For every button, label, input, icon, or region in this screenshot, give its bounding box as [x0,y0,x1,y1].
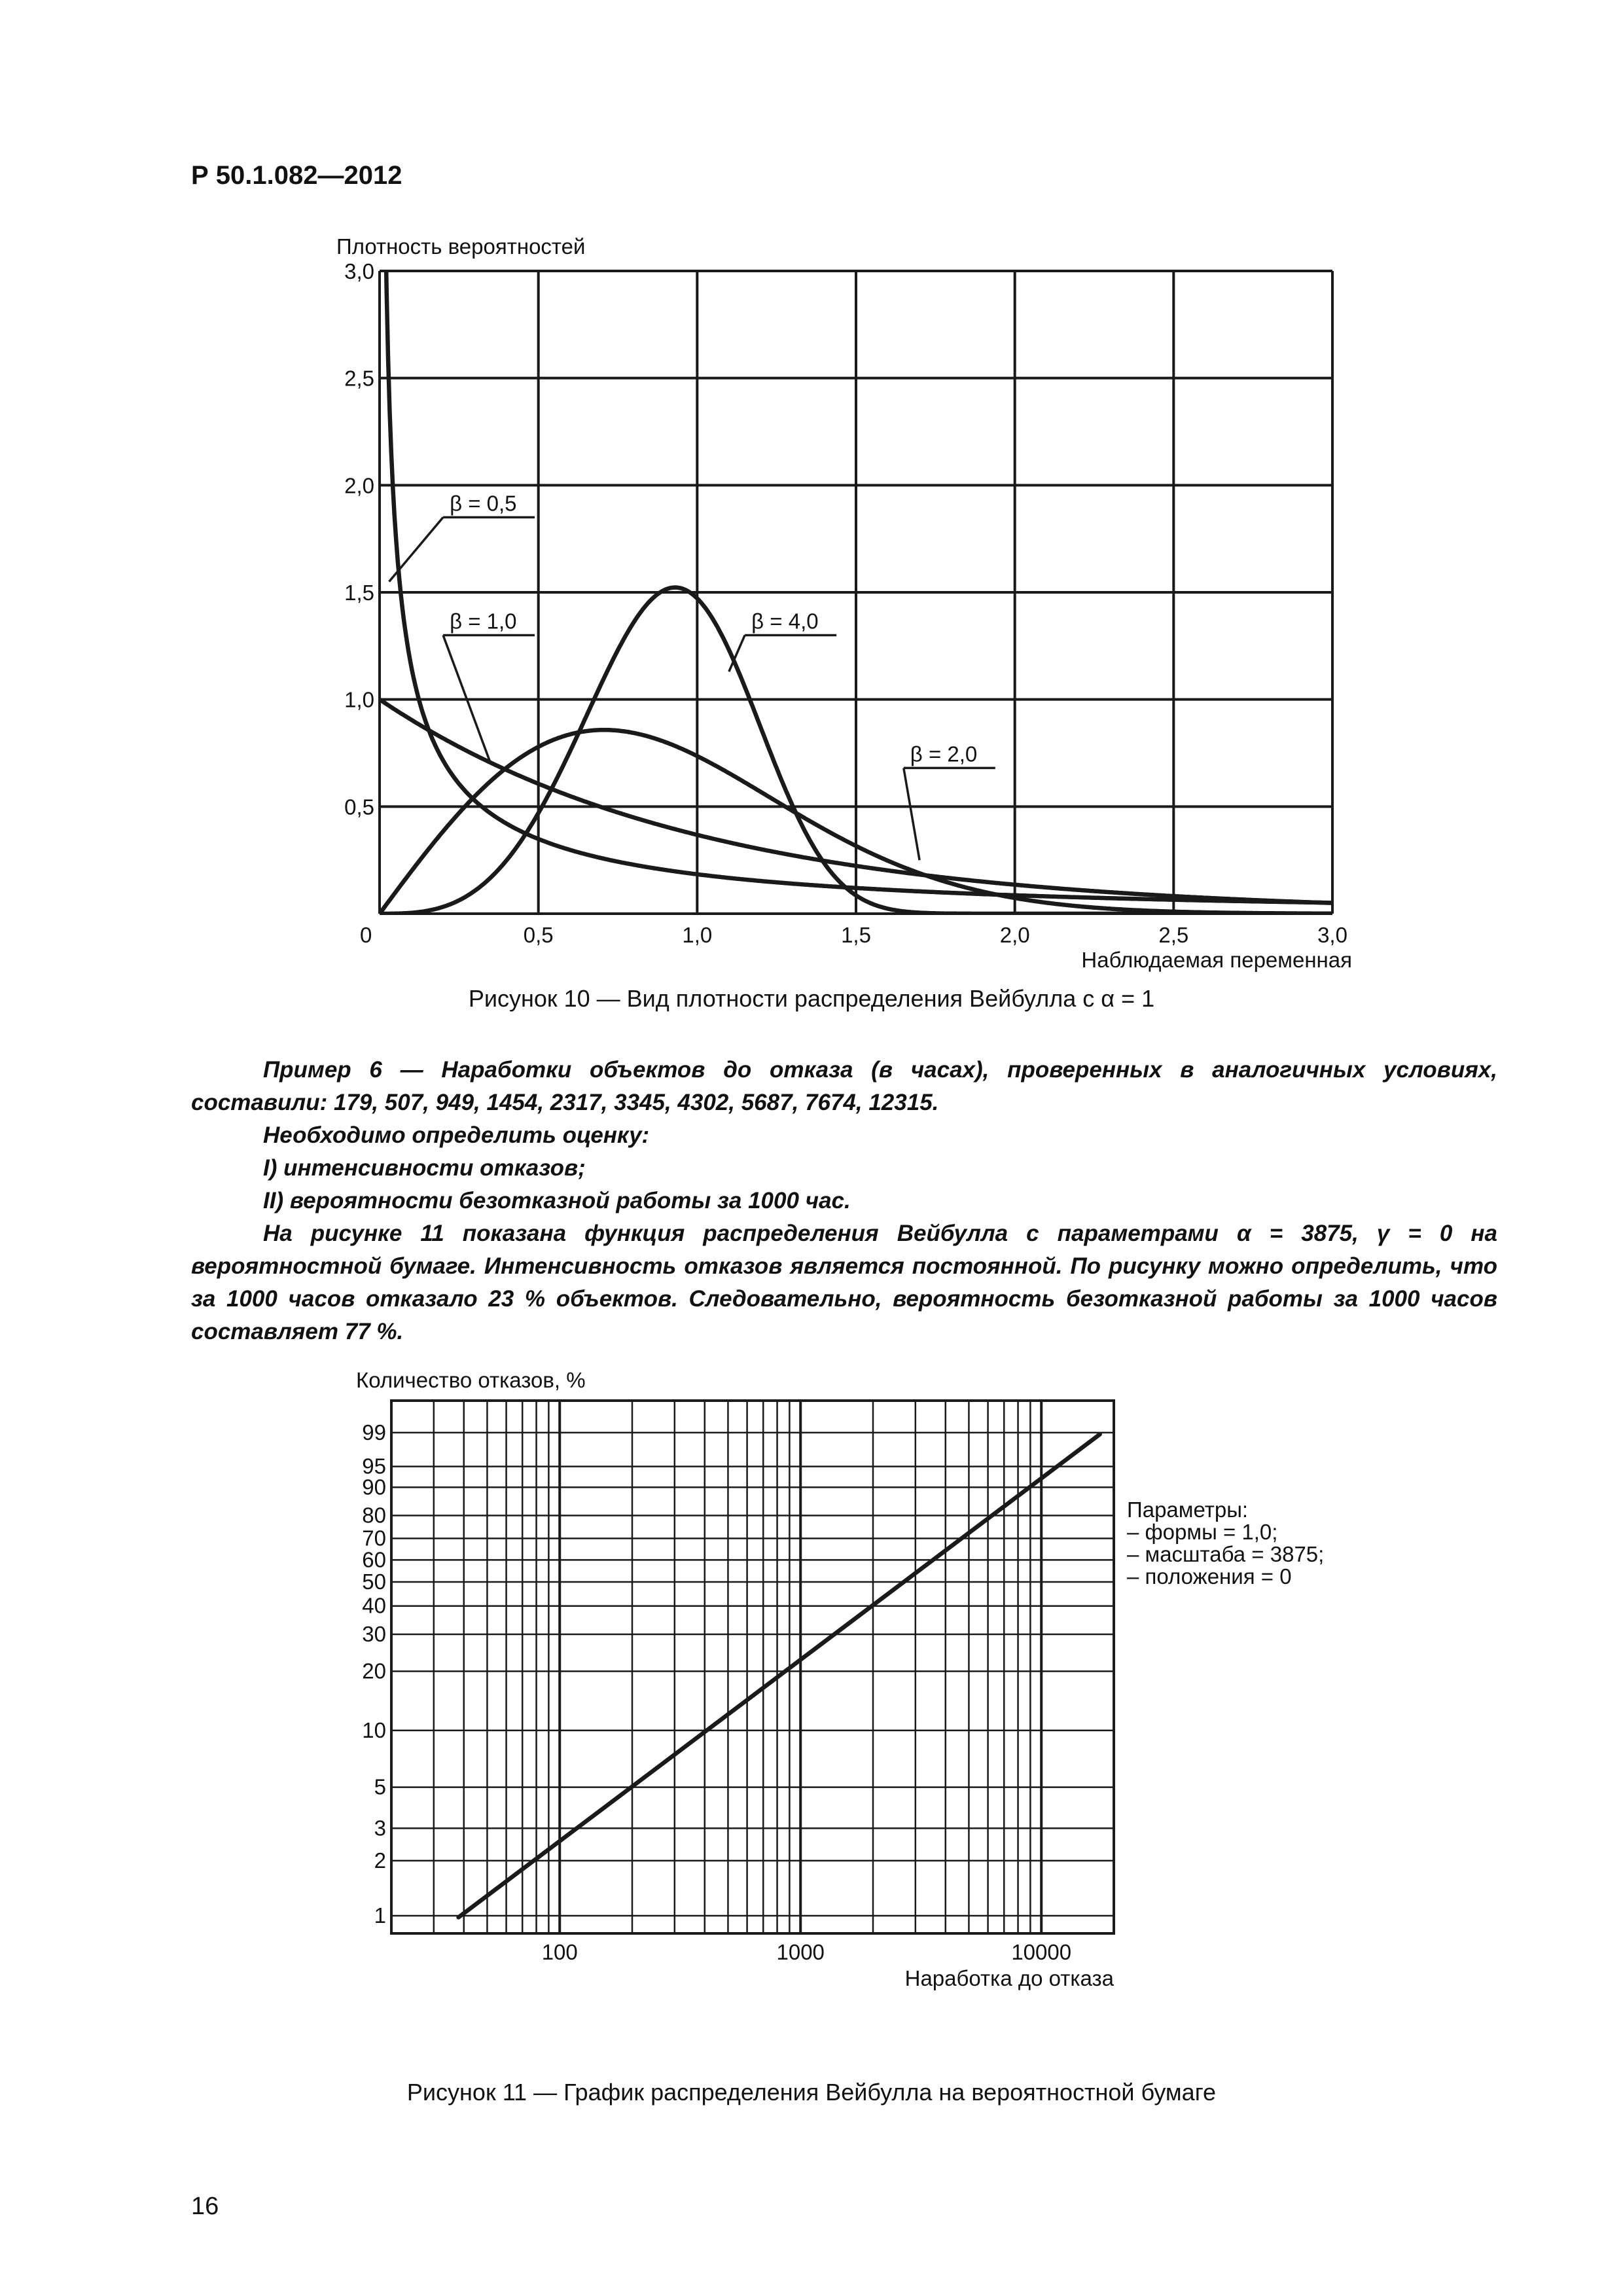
y-tick-label: 0,5 [344,795,374,819]
y-tick-label: 30 [362,1622,386,1647]
x-tick-label: 2,5 [1158,923,1189,947]
y-tick-label: 1 [374,1903,386,1928]
series-label: β = 4,0 [751,609,819,634]
parameters-note-line: – положения = 0 [1127,1564,1292,1588]
series-label: β = 2,0 [910,742,978,766]
paragraph: II) вероятности безотказной работы за 1000 час. [263,1188,851,1213]
figure-10-caption: Рисунок 10 — Вид плотности распределения Вейбулла с α = 1 [468,985,1155,1012]
x-tick-label: 100 [541,1940,578,1964]
x-tick-label: 3,0 [1317,923,1347,947]
paragraph: I) интенсивности отказов; [263,1155,586,1181]
y-tick-label: 95 [362,1454,386,1479]
parameters-note-line: – формы = 1,0; [1127,1520,1278,1544]
y-tick-label: 5 [374,1774,386,1799]
y-tick-label: 1,5 [344,581,374,605]
x-axis-title: Наработка до отказа [904,1966,1114,1990]
y-tick-label: 90 [362,1475,386,1499]
y-axis-title: Плотность вероятностей [336,234,586,259]
series-label: β = 0,5 [450,491,517,516]
y-tick-label: 20 [362,1659,386,1683]
y-axis-title: Количество отказов, % [356,1368,586,1392]
plot-frame [391,1401,1114,1933]
y-tick-label: 2,5 [344,366,374,391]
series-label: β = 1,0 [450,609,517,634]
parameters-note-line: – масштаба = 3875; [1127,1542,1325,1566]
x-axis-title: Наблюдаемая переменная [1081,948,1352,972]
x-tick-label: 0,5 [523,923,554,947]
x-tick-label: 1,5 [841,923,871,947]
y-tick-label: 2,0 [344,473,374,498]
y-tick-label: 3 [374,1816,386,1840]
x-tick-label: 1000 [776,1940,825,1964]
y-tick-label: 99 [362,1420,386,1444]
y-tick-label: 2 [374,1848,386,1873]
y-tick-label: 50 [362,1569,386,1594]
page-number: 16 [191,2193,219,2220]
y-tick-label: 70 [362,1526,386,1551]
document-number: Р 50.1.082—2012 [191,161,402,190]
y-tick-label: 1,0 [344,687,374,712]
paragraph: Необходимо определить оценку: [263,1122,650,1148]
y-tick-label: 10 [362,1717,386,1742]
x-tick-label: 0 [360,923,372,947]
parameters-note-line: Параметры: [1127,1498,1249,1522]
x-tick-label: 2,0 [999,923,1030,947]
y-tick-label: 40 [362,1593,386,1618]
y-tick-label: 80 [362,1503,386,1528]
y-tick-label: 60 [362,1547,386,1572]
y-tick-label: 3,0 [344,259,374,283]
x-tick-label: 10000 [1011,1940,1072,1964]
x-tick-label: 1,0 [682,923,713,947]
paragraph: На рисунке 11 показана функция распределения Вейбулла с параметрами α = 3875, γ = 0 на вероятностной бумаге. Интенсивность отказов является постоянной. По рисунку можно определить, что за 1000 часов отказало 23 % объектов. Следовательно, вероятность безотказной работы за 1000 часов составляет 77 %. [191,1221,1497,1344]
figure-11-caption: Рисунок 11 — График распределения Вейбулла на вероятностной бумаге [406,2079,1217,2106]
paragraph: Пример 6 — Наработки объектов до отказа (в часах), проверенных в аналогичных условиях, составили: 179, 507, 949, 1454, 2317, 3345, 4302, 5687, 7674, 12315. [191,1057,1497,1115]
